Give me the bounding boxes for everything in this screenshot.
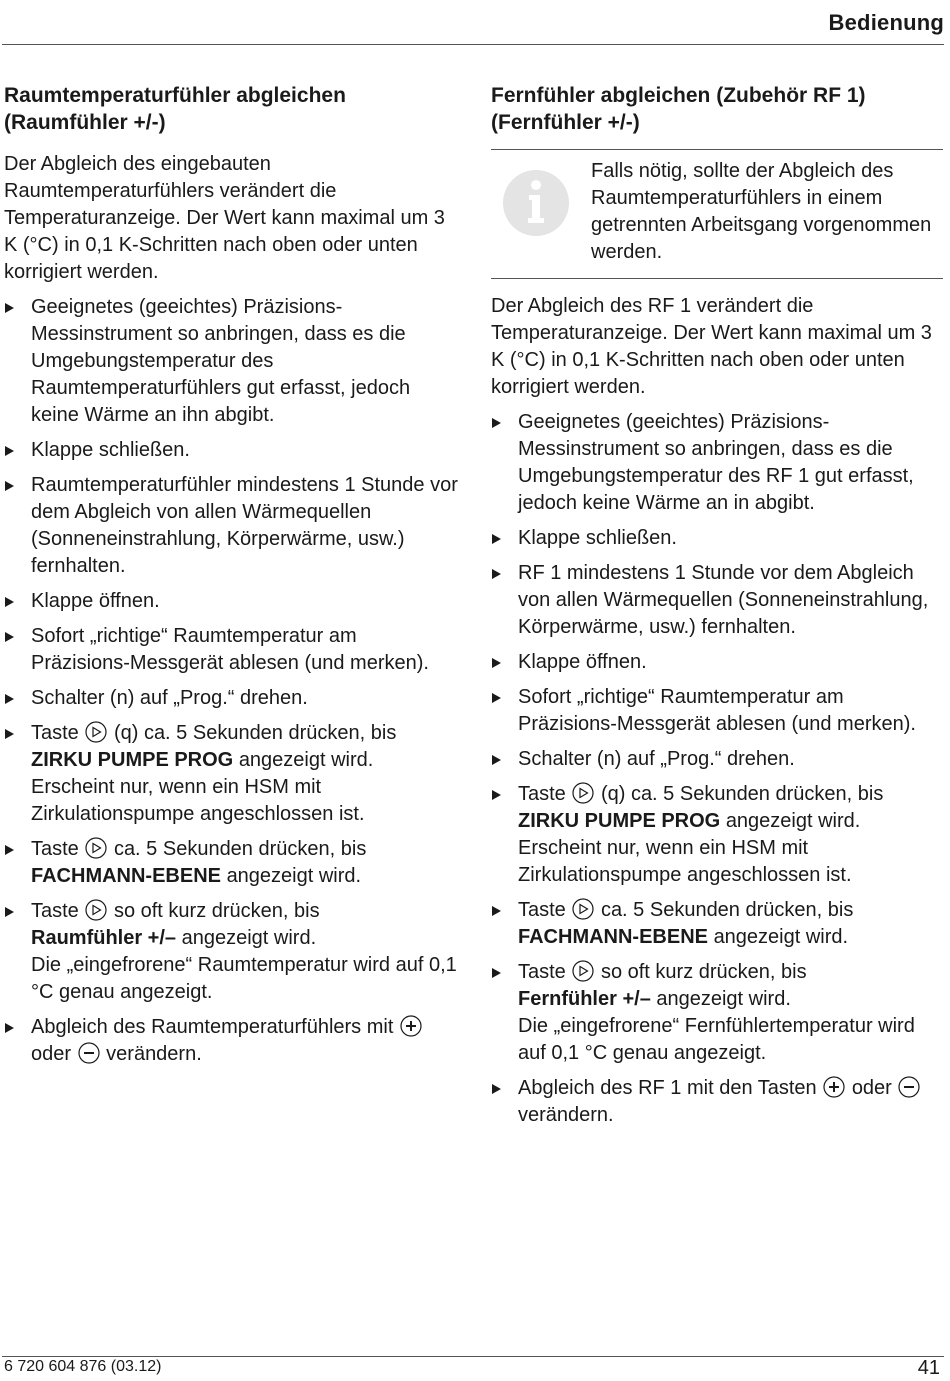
left-step-1 [4,294,460,429]
right-step-9 [491,959,943,1067]
step-text-a: Abgleich des Raumtemperaturfühlers mit [31,1016,394,1038]
right-step-10 [491,1075,943,1129]
step-text: Geeignetes (geeichtes) Präzisions-Messinstrument so anbringen, dass es die Umgebungstemperatur des Raumtemperaturfühlers gut erfasst, jedoch keine Wärme an ihn abgibt. [31,296,411,426]
step-text-c: verändern. [518,1104,614,1126]
step-text-a: Taste [518,783,566,805]
step-text: Klappe schließen. [31,439,190,461]
step-text-b: (q) ca. 5 Sekunden drücken, bis [600,783,884,805]
minus-button-icon [78,1042,100,1064]
step-text-d: Erscheint nur, wenn ein HSM mit Zirkulationspumpe angeschlossen ist. [518,837,852,886]
display-text-zirku: ZIRKU PUMPE PROG [518,810,721,832]
step-text-b: ca. 5 Sekunden drücken, bis [113,838,367,860]
step-text: Klappe öffnen. [31,590,160,612]
bullet-icon [5,907,14,917]
left-step-10 [4,1014,460,1068]
document-code: 6 720 604 876 (03.12) [4,1358,162,1375]
header-section-label: Bedienung [828,10,944,35]
left-intro: Der Abgleich des eingebauten Raumtemperaturfühlers verändert die Temperaturanzeige. Der Wert kann maximal um 3 K (°C) in 0,1 K-Schritten nach oben oder unten korrigiert werden. [4,153,445,283]
step-text-a: Taste [31,838,79,860]
step-text-c: verändern. [106,1043,202,1065]
right-intro: Der Abgleich des RF 1 verändert die Temperaturanzeige. Der Wert kann maximal um 3 K (°C) in 0,1 K-Schritten nach oben oder unten korrigiert werden. [491,295,932,398]
step-text-a: Taste [518,899,566,921]
right-section-title [491,82,943,136]
play-button-icon [85,837,107,859]
bullet-icon [492,693,501,703]
left-column [4,82,460,1076]
play-button-icon [85,721,107,743]
step-text-c: angezeigt wird. [181,927,317,949]
step-text-b: ca. 5 Sekunden drücken, bis [600,899,854,921]
step-text-a: Taste [31,900,79,922]
step-text-c: angezeigt wird. [238,749,374,771]
bullet-icon [492,569,501,579]
minus-button-icon [898,1076,920,1098]
step-text-c: angezeigt wird. [656,988,791,1010]
left-step-6 [4,685,460,712]
plus-button-icon [400,1015,422,1037]
left-step-4 [4,588,460,615]
step-text-b: so oft kurz drücken, bis [113,900,320,922]
left-step-3 [4,472,460,580]
plus-button-icon [823,1076,845,1098]
right-step-3 [491,560,943,641]
left-title-line2: (Raumfühler +/-) [4,111,166,134]
bullet-icon [492,968,501,978]
footer-rule [2,1356,944,1357]
bullet-icon [5,632,14,642]
right-column [491,82,943,1137]
step-text: Geeignetes (geeichtes) Präzisions-Messinstrument so anbringen, dass es die Umgebungstemperatur des RF 1 gut erfasst, jedoch keine Wärme an in abgibt. [518,411,914,514]
right-step-5 [491,684,943,738]
step-text-b: oder [851,1077,892,1099]
right-step-8 [491,897,943,951]
bullet-icon [492,658,501,668]
step-text-c: angezeigt wird. [226,865,362,887]
step-text-b: (q) ca. 5 Sekunden drücken, bis [113,722,397,744]
left-step-5 [4,623,460,677]
play-button-icon [85,899,107,921]
step-text: Klappe schließen. [518,527,677,549]
left-step-8 [4,836,460,890]
step-text-a: Taste [518,961,566,983]
info-notice [491,149,943,279]
left-steps [4,294,460,1068]
right-step-7 [491,781,943,889]
step-text-b: so oft kurz drücken, bis [600,961,807,983]
play-button-icon [572,960,594,982]
bullet-icon [5,446,14,456]
step-text: Sofort „richtige“ Raumtemperatur am Präzisions-Messgerät ablesen (und merken). [31,625,429,674]
right-step-6 [491,746,943,773]
left-section-title [4,82,460,136]
play-button-icon [572,898,594,920]
step-text-d: Erscheint nur, wenn ein HSM mit Zirkulationspumpe angeschlossen ist. [31,776,365,825]
bullet-icon [5,303,14,313]
step-text-a: Abgleich des RF 1 mit den Tasten [518,1077,817,1099]
page-number: 41 [917,1357,940,1379]
right-steps [491,409,943,1129]
right-title-line1: Fernfühler abgleichen (Zubehör RF 1) [491,84,866,107]
left-step-9 [4,898,460,1006]
display-text-fachmann: FACHMANN-EBENE [518,926,708,948]
header-rule [2,44,944,45]
step-text-d: Die „eingefrorene“ Fernfühlertemperatur wird auf 0,1 °C genau angezeigt. [518,1015,915,1064]
bullet-icon [492,790,501,800]
play-button-icon [572,782,594,804]
step-text: RF 1 mindestens 1 Stunde vor dem Abgleich von allen Wärmequellen (Sonneneinstrahlung, Körperwärme, usw.) fernhalten. [518,562,929,638]
display-text-fachmann: FACHMANN-EBENE [31,865,221,887]
info-icon [503,170,569,236]
right-step-4 [491,649,943,676]
bullet-icon [492,534,501,544]
display-text-zirku: ZIRKU PUMPE PROG [31,749,234,771]
left-title-line1: Raumtemperaturfühler abgleichen [4,84,346,107]
bullet-icon [5,845,14,855]
left-step-7 [4,720,460,828]
bullet-icon [5,694,14,704]
step-text-c: angezeigt wird. [713,926,849,948]
display-text-fernfuehler: Fernfühler +/– [518,988,651,1010]
bullet-icon [5,1023,14,1033]
step-text-c: angezeigt wird. [725,810,861,832]
notice-text: Falls nötig, sollte der Abgleich des Raumtemperaturfühlers in einem getrennten Arbeitsgang vorgenommen werden. [591,160,932,263]
bullet-icon [492,906,501,916]
step-text-a: Taste [31,722,79,744]
bullet-icon [492,1084,501,1094]
right-step-2 [491,525,943,552]
step-text: Sofort „richtige“ Raumtemperatur am Präzisions-Messgerät ablesen (und merken). [518,686,916,735]
bullet-icon [5,729,14,739]
step-text-b: oder [31,1043,72,1065]
step-text-d: Die „eingefrorene“ Raumtemperatur wird auf 0,1 °C genau angezeigt. [31,954,457,1003]
bullet-icon [492,755,501,765]
step-text: Schalter (n) auf „Prog.“ drehen. [518,748,795,770]
display-text-raumfuehler: Raumfühler +/– [31,927,177,949]
step-text: Raumtemperaturfühler mindestens 1 Stunde vor dem Abgleich von allen Wärmequellen (Sonneneinstrahlung, Körperwärme, usw.) fernhalten. [31,474,458,577]
bullet-icon [5,481,14,491]
right-title-line2: (Fernfühler +/-) [491,111,640,134]
right-step-1 [491,409,943,517]
step-text: Schalter (n) auf „Prog.“ drehen. [31,687,308,709]
bullet-icon [5,597,14,607]
bullet-icon [492,418,501,428]
step-text: Klappe öffnen. [518,651,647,673]
left-step-2 [4,437,460,464]
